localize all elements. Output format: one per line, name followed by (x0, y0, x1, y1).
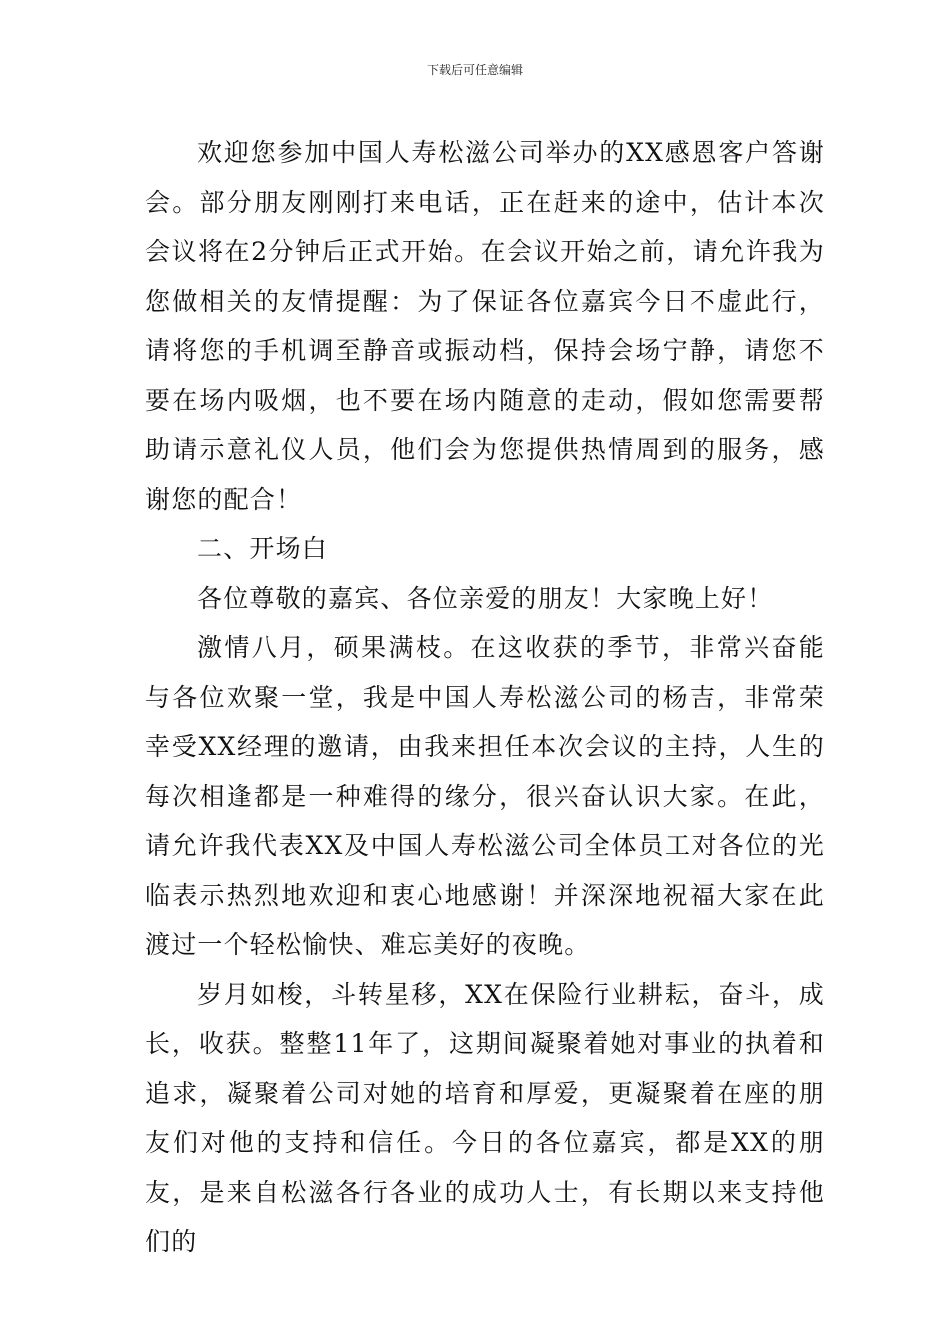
document-body (145, 128, 825, 1267)
section-heading-opening: 二、开场白 (197, 534, 329, 563)
page-header: 下载后可任意编辑 (426, 63, 523, 77)
paragraph-introduction: 激情八月，硕果满枝。在这收获的季节，非常兴奋能与各位欢聚一堂，我是中国人寿松滋公司的杨吉，非常荣幸受XX经理的邀请，由我来担任本次会议的主持，人生的每次相逢都是一种难得的缘分，很兴奋认识大家。在此，请允许我代表XX及中国人寿松滋公司全体员工对各位的光临表示热烈地欢迎和衷心地感谢！并深深地祝福大家在此渡过一个轻松愉快、难忘美好的夜晚。 (145, 633, 825, 959)
paragraph-greeting: 各位尊敬的嘉宾、各位亲爱的朋友！大家晚上好！ (197, 583, 774, 613)
paragraph-history: 岁月如梭，斗转星移，XX在保险行业耕耘，奋斗，成长，收获。整整11年了，这期间凝聚着她对事业的执着和追求，凝聚着公司对她的培育和厚爱，更凝聚着在座的朋友们对他的支持和信任。今日的各位嘉宾，都是XX的朋友，是来自松滋各行各业的成功人士，有长期以来支持他们的 (145, 979, 825, 1256)
paragraph-welcome: 欢迎您参加中国人寿松滋公司举办的XX感恩客户答谢会。部分朋友刚刚打来电话，正在赶来的途中，估计本次会议将在2分钟后正式开始。在会议开始之前，请允许我为您做相关的友情提醒：为了保证各位嘉宾今日不虚此行，请将您的手机调至静音或振动档，保持会场宁静，请您不要在场内吸烟，也不要在场内随意的走动，假如您需要帮助请示意礼仪人员，他们会为您提供热情周到的服务，感谢您的配合！ (145, 138, 825, 514)
